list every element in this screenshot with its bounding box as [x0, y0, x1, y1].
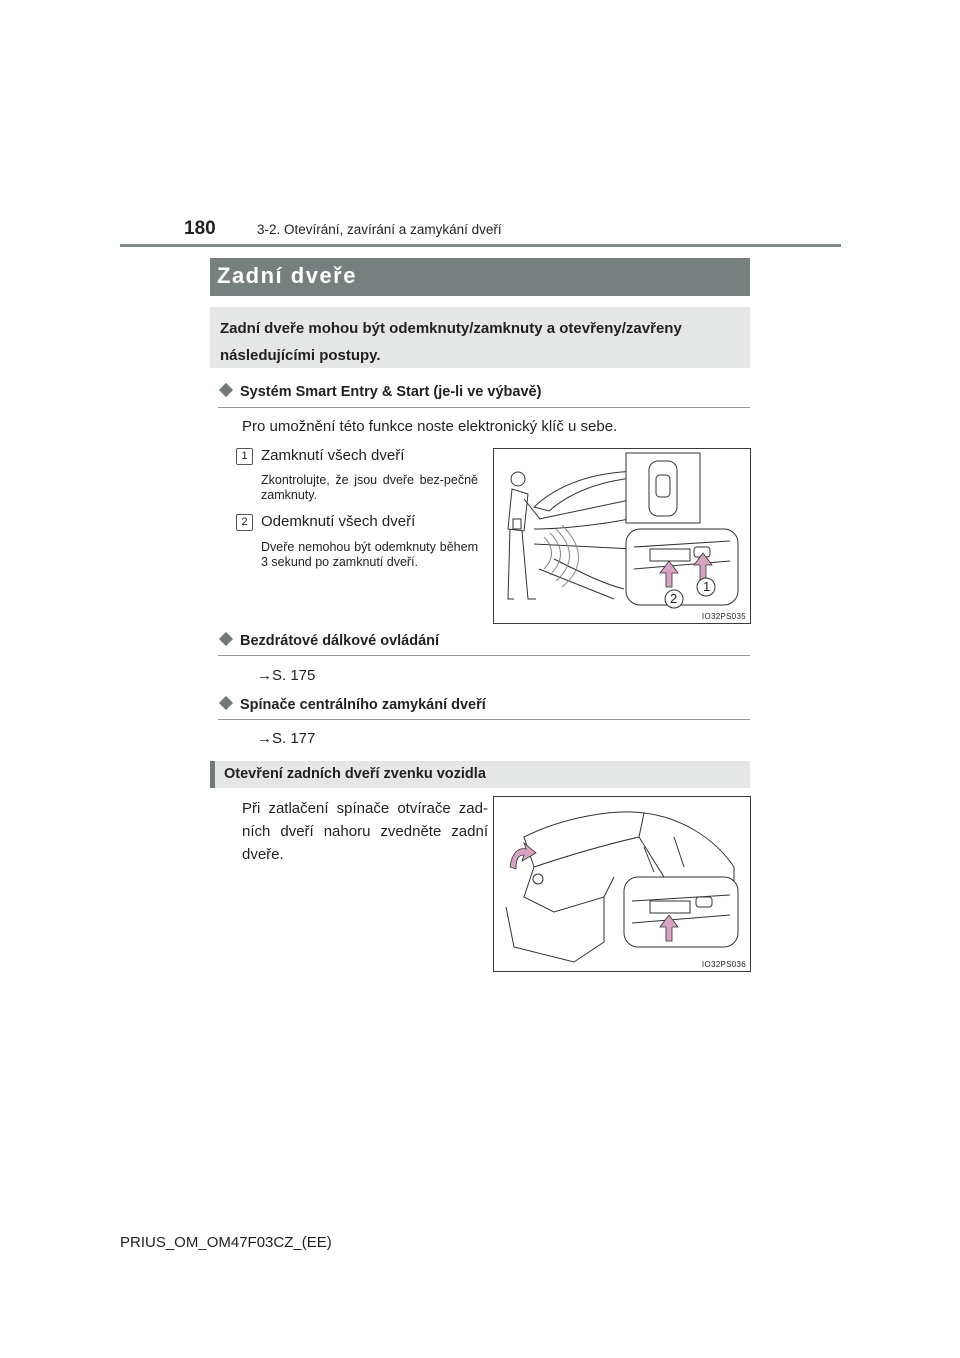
diamond-bullet-icon — [219, 383, 233, 397]
ref-arrow-icon: → — [257, 667, 272, 684]
item-note-lock: Zkontrolujte, že jsou dveře bez-pečně zamknuty. — [261, 473, 478, 502]
section-title: Zadní dveře — [217, 263, 357, 288]
central-lock-ref-text: S. 177 — [272, 730, 316, 747]
item-label-lock: Zamknutí všech dveří — [261, 447, 405, 464]
intro-text: Zadní dveře mohou být odemknuty/zamknuty a otevřeny/zavřeny následujícími postupy. — [220, 320, 682, 364]
outside-text: Při zatlačení spínače otvírače zad-ních dveří nahoru zvedněte zadní dveře. — [242, 800, 488, 863]
figure-back-door — [493, 796, 751, 972]
remote-ref-text: S. 175 — [272, 667, 316, 684]
central-lock-heading-text: Spínače centrálního zamykání dveří — [240, 697, 486, 713]
remote-heading-text: Bezdrátové dálkové ovládání — [240, 633, 440, 649]
smart-entry-heading-text: Systém Smart Entry & Start (je-li ve výbavě) — [240, 384, 542, 400]
callout-1: 1 — [703, 579, 711, 594]
remote-ref — [257, 667, 315, 684]
item-label-unlock: Odemknutí všech dveří — [261, 513, 416, 530]
item-badge-2: 2 — [236, 514, 253, 531]
outside-heading: Otevření zadních dveří zvenku vozidla — [224, 766, 486, 782]
smart-entry-text: Pro umožnění této funkce noste elektronický klíč u sebe. — [242, 418, 618, 435]
central-lock-ref — [257, 730, 315, 747]
back-door-illustration — [494, 797, 750, 971]
heading-rule — [218, 407, 750, 408]
figure-code: IO32PS035 — [701, 612, 746, 621]
heading-rule — [218, 719, 750, 720]
heading-rule — [218, 655, 750, 656]
figure-code: IO32PS036 — [701, 960, 746, 969]
diamond-bullet-icon — [219, 696, 233, 710]
intro-box — [210, 307, 750, 368]
smart-entry-heading — [218, 384, 541, 400]
item-note-unlock: Dveře nemohou být odemknuty během 3 sekund po zamknutí dveří. — [261, 540, 478, 569]
section-title-bar — [210, 258, 750, 296]
item-badge-1: 1 — [236, 448, 253, 465]
smart-entry-illustration — [494, 449, 750, 623]
figure-smart-entry — [493, 448, 751, 624]
central-lock-heading — [218, 697, 486, 713]
page-number: 180 — [184, 218, 216, 239]
lift-arrow-icon — [510, 843, 536, 869]
diamond-bullet-icon — [219, 632, 233, 646]
outside-section-bar — [210, 761, 750, 788]
header-rule — [120, 244, 841, 247]
remote-heading — [218, 633, 439, 649]
footer-code: PRIUS_OM_OM47F03CZ_(EE) — [120, 1234, 332, 1251]
callout-2: 2 — [670, 591, 678, 606]
chapter-title: 3-2. Otevírání, zavírání a zamykání dveří — [257, 222, 502, 237]
ref-arrow-icon: → — [257, 730, 272, 747]
